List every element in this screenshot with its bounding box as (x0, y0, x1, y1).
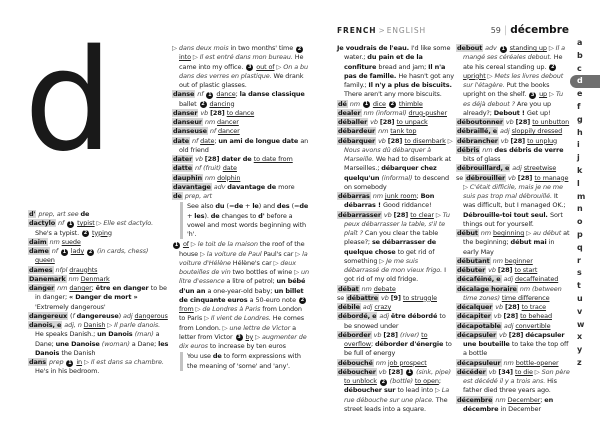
alphabet-tab-t: t (577, 281, 581, 291)
dictionary-entry: débouché nm job prospect (338, 358, 427, 367)
sense-number-badge: 1 (364, 101, 369, 107)
dictionary-entry: de prep, art (173, 192, 212, 200)
dictionary-entry: décéder vb [34] to die ▷ Son père est décédé il y a trois ans. His father died three years ago. (457, 367, 570, 395)
dictionary-entry: daim nm suede (29, 237, 81, 246)
dictionary-entry: ▷ dans deux mois in two months' time 2 into ▷ Il est entré dans mon bureau. He came into my office. 3 out of ▷ On a bu dans des verres en plastique. We drank out of plastic glasses. (172, 44, 309, 89)
text-column-4 (456, 44, 570, 420)
lang-from-label: FRENCH (337, 26, 377, 35)
sense-number-badge: 2 (550, 64, 555, 70)
dictionary-entry: décapsuler vb [28] décapsuler une bouteille to take the top off a bottle (457, 330, 569, 358)
dictionary-entry: dater vb [28] dater de to date from (173, 155, 293, 163)
alphabet-tab-f: f (577, 101, 581, 111)
dictionary-entry: danseur nm dancer (173, 118, 239, 126)
sense-number-badge: 3 (248, 64, 252, 70)
first-word-label: décembre (510, 24, 569, 36)
dictionary-entry: décaféiné, e adj decaffeinated (457, 275, 559, 284)
dictionary-entry: danser vb [28] to dance (173, 108, 255, 117)
dictionary-entry: décalage horaire nm (between time zones) time difference (457, 284, 562, 302)
dictionary-entry: dames nfpl draughts (29, 265, 98, 274)
sense-number-badge: 2 (300, 297, 305, 304)
dictionary-entry: dans prep 1 in ▷ Il est dans sa chambre. He's in his bedroom. (29, 358, 164, 376)
sense-number-badge: 3 (237, 334, 241, 341)
dictionary-entry: datte nf (fruit) date (173, 164, 237, 173)
sense-number-badge: 1 (62, 248, 67, 255)
divider-bar: | (503, 25, 508, 36)
sense-number-badge: 1 (501, 45, 505, 52)
sense-number-badge: 2 (88, 248, 93, 255)
dictionary-entry: débarquer vb [28] to disembark ▷ Nous avons dû débarquer à Marseille. We had to disembark at Marseilles.; débarquer chez quelqu'un (informal) to descend on somebody (338, 136, 453, 191)
dictionary-entry: dame nf 1 lady 2 (in cards, chess) queen (29, 247, 149, 265)
dictionary-entry: d' prep, art see de (29, 210, 90, 218)
dictionary-entry: déboutonner vb [28] to unbutton (457, 118, 570, 126)
dictionary-entry: décapotable adj convertible (457, 321, 551, 330)
alphabet-tab-e: e (577, 89, 583, 99)
dictionary-entry: déballer vb [28] to unpack (338, 118, 428, 126)
page-number: 59 (490, 26, 501, 35)
dictionary-entry: débarrasser vb [28] to clear ▷ Tu peux débarrasser la table, s'il te plaît ? Can you clear the table please?; se débarrasser de quelque chose to get rid of something ▷ Je me suis débarrassé de mon vieux frigo. I got rid of my old fridge. (338, 210, 450, 284)
sense-number-badge: 2 (390, 101, 395, 107)
dictionary-entry: débrancher vb [28] to unplug (457, 136, 558, 145)
sense-number-badge: 1 (68, 220, 73, 227)
dictionary-entry: danseuse nf dancer (173, 127, 240, 136)
dictionary-entry: danois, e adj, n Danish ▷ Il parle danois. He speaks Danish.; un Danois (man) a Dane; une Danoise (woman) a Dane; les Danois the Danish (29, 321, 169, 357)
dictionary-entry: début nm beginning ▷ au début at the beginning; début mai in early May (457, 229, 570, 256)
dictionary-entry: debout adv 1 standing up ▷ Il a mangé ses céréales debout. He ate his cereal standing up. 2 upright ▷ Mets les livres debout sur l'étagère. Put the books upright on the shelf. 3 up ▷ Tu es déjà debout ? Are you up already?; Debout ! Get up! (457, 44, 565, 117)
sense-number-badge: 1 (174, 241, 179, 248)
alphabet-tab-a: a (577, 38, 583, 47)
dictionary-entry: se débattre vb [9] to struggle (337, 293, 437, 302)
dictionary-entry: date nf date; un ami de longue date an old friend (173, 136, 309, 154)
page-header (337, 18, 569, 37)
alphabet-tab-h: h (577, 127, 583, 137)
sense-number-badge: 2 (83, 230, 88, 236)
text-column-3 (337, 44, 454, 420)
alphabet-tab-v: v (577, 306, 583, 316)
alphabet-tab-b: b (577, 50, 583, 60)
dictionary-entry: davantage adv davantage de more (173, 182, 295, 191)
direction-label (337, 18, 426, 37)
dictionary-entry: déboucher vb [28] 1 (sink, pipe) to unblock 2 (bottle) to open; déboucher sur to lead into ▷ La rue débouche sur une place. The street leads into a square. (338, 367, 451, 413)
dictionary-entry: dactylo nf 1 typist ▷ Elle est dactylo. She's a typist. 2 typing (29, 219, 154, 237)
alphabet-tab-o: o (577, 217, 583, 227)
alphabet-tab-p: p (577, 229, 583, 239)
dictionary-entry: débris nm des débris de verre bits of glass (457, 145, 564, 163)
dictionary-entry: débardeur nm tank top (338, 127, 417, 136)
sense-number-badge: 2 (381, 378, 386, 385)
dictionary-entry: danse nf 1 dance; la danse classique ballet 2 dancing (173, 90, 305, 108)
alphabet-tab-u: u (577, 293, 583, 303)
alphabet-tab-s: s (577, 268, 582, 278)
dictionary-entry: débile adj crazy (338, 303, 392, 311)
dictionary-entry: débutant nm beginner (457, 256, 533, 265)
dictionary-entry: dauphin nm dolphin (173, 173, 241, 182)
dictionary-entry: décapsuleur nm bottle-opener (457, 358, 559, 367)
alphabet-tab-j: j (577, 153, 580, 163)
dictionary-entry: dealer nm (informal) drug-pusher (338, 108, 447, 117)
page-indicator (491, 18, 569, 37)
alphabet-tab-x: x (577, 332, 583, 342)
alphabet-tab-n: n (577, 204, 583, 214)
text-column-1 (28, 210, 170, 420)
dictionary-entry: débraillé, e adj sloppily dressed (457, 127, 563, 136)
alphabet-tab-i: i (577, 140, 580, 150)
dictionary-entry: Danemark nm Denmark (29, 274, 110, 283)
dictionary-entry: débordé, e adj être débordé to be snowed under (338, 312, 446, 330)
dictionary-entry: se débrouiller vb [28] to manage ▷ C'était difficile, mais je ne me suis pas trop mal débrouillé. It was difficult, but I managed OK.; Débrouille-toi tout seul. Sort things out for yourself. (456, 173, 569, 228)
alphabet-index (570, 37, 600, 370)
dictionary-entry: décalquer vb [28] to trace (457, 303, 547, 311)
alphabet-tab-l: l (577, 178, 580, 188)
sense-number-badge: 3 (530, 91, 535, 98)
usage-note: You use de to form expressions with the meaning of 'some' and 'any'. (180, 352, 309, 371)
sense-number-badge: 2 (201, 101, 205, 107)
alphabet-tab-w: w (577, 319, 585, 329)
lang-to-label: ENGLISH (386, 26, 427, 35)
sense-number-badge: 1 (208, 91, 212, 98)
alphabet-tab-y: y (577, 345, 583, 355)
dictionary-entry: dé nm 1 dice 2 thimble (338, 99, 423, 108)
dictionary-entry: décembre nm December; en décembre in December (457, 395, 554, 413)
alphabet-tab-k: k (577, 165, 583, 175)
sense-number-badge: 2 (297, 45, 302, 52)
dictionary-entry: Je voudrais de l'eau. I'd like some water.; du pain et de la confiture bread and jam; Il n'a pas de famille. He hasn't got any family.; Il n'y a plus de biscuits. There aren't any more biscuits. (337, 44, 454, 99)
alphabet-tab-d: d (570, 75, 600, 88)
usage-note: See also du (=de + le) and des (=de + les). de changes to d' before a vowel and most words beginning with 'h'. (180, 202, 309, 239)
section-letter: d (24, 20, 113, 183)
sense-number-badge: 1 (68, 359, 72, 366)
dictionary-entry: danger nm danger; être en danger to be in danger; « Danger de mort » 'Extremely dangerous' (29, 284, 167, 311)
dictionary-entry: 1 of ▷ le toit de la maison the roof of the house ▷ la voiture de Paul Paul's car ▷ la voiture d'Hélène Hélène's car ▷ deux bouteilles de vin two bottles of wine ▷ un litre d'essence a litre of petrol; un bébé d'un an a one-year-old baby; un billet de cinquante euros a 50-euro note 2 from ▷ de Londres à Paris from London to Paris ▷ Il vient de Londres. He comes from London. ▷ une lettre de Victor a letter from Victor 3 by ▷ augmenter de dix euros to increase by ten euros (174, 240, 309, 350)
chevron-separator: > (378, 26, 385, 35)
alphabet-tab-z: z (577, 357, 582, 367)
text-column-2 (172, 44, 309, 420)
dictionary-entry: débarras nm junk room; Bon débarras ! Good riddance! (338, 192, 435, 210)
alphabet-tab-q: q (577, 242, 583, 252)
alphabet-tab-g: g (577, 114, 583, 124)
dictionary-entry: décapiter vb [28] to behead (457, 312, 552, 321)
sense-number-badge: 1 (407, 369, 412, 376)
alphabet-tab-c: c (577, 63, 582, 73)
dictionary-entry: débrouillard, e adj streetwise (457, 164, 557, 173)
dictionary-entry: déborder vb [28] (river) to overflow; déborder d'énergie to be full of energy (338, 330, 452, 358)
alphabet-tab-m: m (577, 191, 586, 201)
dictionary-entry: débat nm debate (338, 284, 396, 293)
dictionary-entry: débuter vb [28] to start (457, 266, 538, 274)
dictionary-entry: dangereux (f dangereuse) adj dangerous (29, 311, 168, 320)
alphabet-tab-r: r (577, 255, 581, 265)
